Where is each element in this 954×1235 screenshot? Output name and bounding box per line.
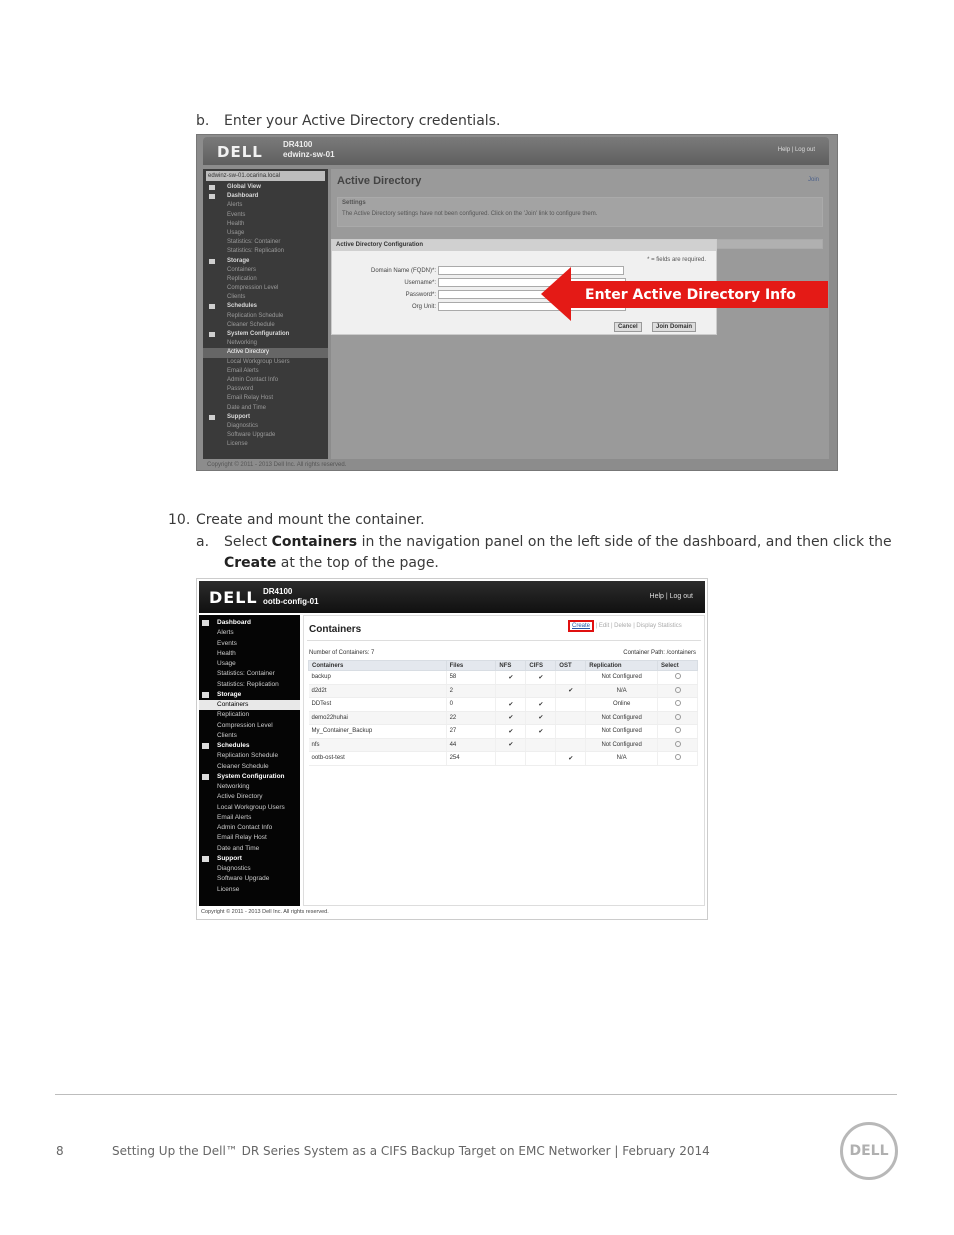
sidebar-item-admin-contact-info[interactable]: Admin Contact Info [217,824,273,831]
containers-screenshot [196,578,708,920]
cell-files: 0 [446,698,496,712]
display-statistics-link[interactable]: Display Statistics [636,623,682,629]
cell-cifs: ✔ [526,698,556,712]
sidebar-item-support[interactable]: Support [203,413,328,422]
cell-name: DDTest [309,698,447,712]
step-b-text: Enter your Active Directory credentials. [224,113,501,129]
sidebar-item-clients[interactable]: Clients [227,294,246,301]
callout-text: Enter Active Directory Info [585,287,796,303]
sidebar-item-clients[interactable]: Clients [217,731,237,739]
table-header-row [309,661,698,671]
cell-select [658,725,698,739]
navigation-panel [203,169,328,459]
cell-replication: Not Configured [586,711,658,725]
sidebar-item-date-and-time[interactable]: Date and Time [227,404,267,411]
settings-title: Settings [342,200,366,206]
col-files[interactable]: Files [446,661,496,671]
sidebar-item-storage[interactable]: Storage [199,690,300,700]
dell-logo: DELL [217,143,263,161]
footer-logo-text: DELL [849,1143,889,1159]
step-a-text-3: at the top of the page. [276,555,439,571]
step-a-line1 [224,534,892,550]
cell-select [658,711,698,725]
sidebar-item-diagnostics[interactable]: Diagnostics [227,422,259,429]
cell-replication: N/A [586,752,658,766]
arrow-left-icon [541,267,571,321]
app-header [199,581,705,613]
create-link[interactable]: Create [568,620,594,632]
sidebar-item-compression-level[interactable]: Compression Level [217,721,273,729]
sidebar-item-alerts[interactable]: Alerts [227,202,243,209]
sidebar-item-events[interactable]: Events [217,639,237,647]
model-name: DR4100 [263,587,293,596]
select-radio[interactable] [675,741,681,747]
sidebar-item-replication-schedule[interactable]: Replication Schedule [217,752,279,760]
step-10-text: Create and mount the container. [196,512,425,528]
navigation-panel [199,615,300,906]
sidebar-item-health[interactable]: Health [227,220,245,227]
callout-arrow [541,267,828,321]
sidebar-item-system-configuration[interactable]: System Configuration [199,772,300,782]
sidebar-item-system-configuration[interactable]: System Configuration [203,330,328,339]
sidebar-item-replication[interactable]: Replication [227,275,257,282]
cell-files: 44 [446,738,496,752]
cell-nfs: ✔ [496,725,526,739]
col-cifs[interactable]: CIFS [526,661,556,671]
table-row[interactable] [309,684,698,698]
sidebar-item-license[interactable]: License [217,885,240,893]
container-path: Container Path: /containers [623,650,696,656]
cell-replication: Not Configured [586,671,658,685]
sidebar-item-cleaner-schedule[interactable]: Cleaner Schedule [227,321,275,328]
cell-name: ootb-ost-test [309,752,447,766]
cell-nfs: ✔ [496,671,526,685]
sidebar-item-cleaner-schedule[interactable]: Cleaner Schedule [217,762,269,770]
sidebar-item-events[interactable]: Events [227,211,246,218]
sidebar-item-software-upgrade[interactable]: Software Upgrade [227,432,276,439]
sidebar-item-email-relay-host[interactable]: Email Relay Host [217,834,267,842]
sidebar-item-statistics-container[interactable]: Statistics: Container [227,239,281,246]
select-radio[interactable] [675,673,681,679]
footer-text: Setting Up the Dell™ DR Series System as a CIFS Backup Target on EMC Networker | February 2014 [112,1144,710,1158]
select-radio[interactable] [675,754,681,760]
cell-nfs: ✔ [496,711,526,725]
page-title: Active Directory [337,175,422,187]
sidebar-item-global-view[interactable]: Global View [203,183,328,192]
sidebar-item-alerts[interactable]: Alerts [217,629,234,637]
divider [307,640,701,641]
cell-ost [556,671,586,685]
table-row[interactable] [309,671,698,685]
sidebar-item-support[interactable]: Support [199,854,300,864]
cell-files: 2 [446,684,496,698]
settings-panel [337,197,823,227]
sidebar-item-usage[interactable]: Usage [217,660,236,667]
step-10-marker: 10. [168,512,191,528]
container-count: Number of Containers: 7 [309,650,375,656]
cell-select [658,671,698,685]
nav-tree [203,183,328,449]
cell-ost [556,711,586,725]
sidebar-item-dashboard[interactable]: Dashboard [203,192,328,201]
col-containers[interactable]: Containers [309,661,447,671]
col-select: Select [658,661,698,671]
sidebar-item-email-alerts[interactable]: Email Alerts [217,813,252,821]
cell-ost: ✔ [556,684,586,698]
delete-link[interactable]: Delete [614,623,632,629]
system-selector[interactable]: edwinz-sw-01.ocarina.local [206,171,325,181]
table-row[interactable] [309,698,698,712]
sidebar-item-schedules[interactable]: Schedules [199,741,300,751]
cell-name: backup [309,671,447,685]
sidebar-item-email-relay-host[interactable]: Email Relay Host [227,395,274,402]
sidebar-item-active-directory[interactable]: Active Directory [203,348,328,357]
settings-message: The Active Directory settings have not been configured. Click on the 'Join' link to configure them. [342,211,598,217]
required-note: * = fields are required. [647,257,706,263]
select-radio[interactable] [675,727,681,733]
table-row[interactable] [309,711,698,725]
cell-select [658,752,698,766]
step-b-marker: b. [196,113,210,129]
sidebar-item-email-alerts[interactable]: Email Alerts [227,367,259,374]
cell-nfs [496,752,526,766]
cell-cifs [526,738,556,752]
cell-files: 27 [446,725,496,739]
cell-cifs: ✔ [526,711,556,725]
sidebar-item-password[interactable]: Password [227,386,254,393]
system-identity [263,587,319,607]
sidebar-item-networking[interactable]: Networking [217,783,250,790]
sidebar-item-local-workgroup-users[interactable]: Local Workgroup Users [227,358,290,365]
cell-replication: Not Configured [586,738,658,752]
username-label: Username*: [404,280,436,286]
col-replication[interactable]: Replication [586,661,658,671]
sidebar-item-containers[interactable]: Containers [199,700,300,710]
page-title: Containers [309,624,362,635]
system-identity [283,140,335,160]
select-radio[interactable] [675,700,681,706]
sidebar-item-admin-contact-info[interactable]: Admin Contact Info [227,376,279,383]
cell-name: demo22huhai [309,711,447,725]
cancel-button[interactable]: Cancel [614,322,642,332]
help-logout-links[interactable]: Help | Log out [777,147,815,153]
table-row[interactable] [309,752,698,766]
cell-replication: Not Configured [586,725,658,739]
sidebar-item-schedules[interactable]: Schedules [203,302,328,311]
password-label: Password*: [405,292,436,298]
sidebar-item-license[interactable]: License [227,441,248,448]
dialog-title: Active Directory Configuration [332,240,716,251]
cell-files: 58 [446,671,496,685]
cell-nfs: ✔ [496,698,526,712]
copyright: Copyright © 2011 - 2013 Dell Inc. All rights reserved. [201,909,329,915]
col-nfs[interactable]: NFS [496,661,526,671]
containers-table-body [309,671,698,766]
cell-select [658,738,698,752]
config-panel-bar [715,239,823,249]
table-row[interactable] [309,738,698,752]
sidebar-item-diagnostics[interactable]: Diagnostics [217,865,251,872]
col-ost[interactable]: OST [556,661,586,671]
cell-select [658,684,698,698]
sidebar-item-compression-level[interactable]: Compression Level [227,285,279,292]
copyright: Copyright © 2011 - 2013 Dell Inc. All rights reserved. [207,462,347,468]
step-a-marker: a. [196,534,210,550]
cell-nfs: ✔ [496,738,526,752]
help-logout-links[interactable]: Help | Log out [649,593,693,600]
app-header [203,137,829,165]
cell-files: 254 [446,752,496,766]
model-name: DR4100 [283,140,313,149]
cell-ost [556,738,586,752]
sidebar-item-health[interactable]: Health [217,649,236,657]
cell-cifs [526,752,556,766]
cell-select [658,698,698,712]
main-content [303,615,705,906]
cell-cifs: ✔ [526,671,556,685]
sidebar-item-storage[interactable]: Storage [203,257,328,266]
action-links: Create | Edit | Delete | Display Statistics [568,623,682,629]
join-domain-button[interactable]: Join Domain [652,322,696,332]
hostname: ootb-config-01 [263,597,319,606]
sidebar-item-replication-schedule[interactable]: Replication Schedule [227,312,284,319]
active-directory-screenshot [196,134,838,471]
sidebar-item-dashboard[interactable]: Dashboard [199,618,300,628]
hostname: edwinz-sw-01 [283,150,335,159]
join-link[interactable]: Join [807,177,819,183]
sidebar-item-local-workgroup-users[interactable]: Local Workgroup Users [217,803,285,811]
table-row[interactable] [309,725,698,739]
domain-label: Domain Name (FQDN)*: [370,268,436,274]
cell-name: My_Container_Backup [309,725,447,739]
footer-rule [55,1094,897,1095]
step-a-bold-containers: Containers [271,534,358,550]
sidebar-item-date-and-time[interactable]: Date and Time [217,844,260,852]
cell-files: 22 [446,711,496,725]
cell-cifs [526,684,556,698]
step-a-bold-create: Create [224,555,277,571]
sidebar-item-networking[interactable]: Networking [227,340,258,347]
dell-logo-icon [840,1122,898,1180]
cell-nfs [496,684,526,698]
sidebar-item-statistics-replication[interactable]: Statistics: Replication [217,680,279,688]
step-a-text-1: Select [224,534,272,550]
page-number: 8 [56,1144,64,1158]
step-a-text-2: in the navigation panel on the left side of the dashboard, and then click the [357,534,892,550]
sidebar-item-software-upgrade[interactable]: Software Upgrade [217,875,270,883]
sidebar-item-statistics-replication[interactable]: Statistics: Replication [227,248,285,255]
cell-cifs: ✔ [526,725,556,739]
sidebar-item-replication[interactable]: Replication [217,711,250,719]
nav-tree [199,618,300,895]
cell-name: nfs [309,738,447,752]
sidebar-item-active-directory[interactable]: Active Directory [217,793,263,801]
cell-name: d2d2t [309,684,447,698]
sidebar-item-containers[interactable]: Containers [227,266,257,273]
cell-ost [556,698,586,712]
cell-replication: N/A [586,684,658,698]
cell-ost [556,725,586,739]
cell-ost: ✔ [556,752,586,766]
select-radio[interactable] [675,714,681,720]
select-radio[interactable] [675,687,681,693]
cell-replication: Online [586,698,658,712]
sidebar-item-statistics-container[interactable]: Statistics: Container [217,670,275,678]
org-unit-label: Org Unit: [411,304,436,310]
containers-table [308,660,698,766]
dell-logo: DELL [209,588,258,607]
sidebar-item-usage[interactable]: Usage [227,229,245,236]
step-a-line2 [224,555,439,571]
edit-link[interactable]: Edit [598,623,610,629]
